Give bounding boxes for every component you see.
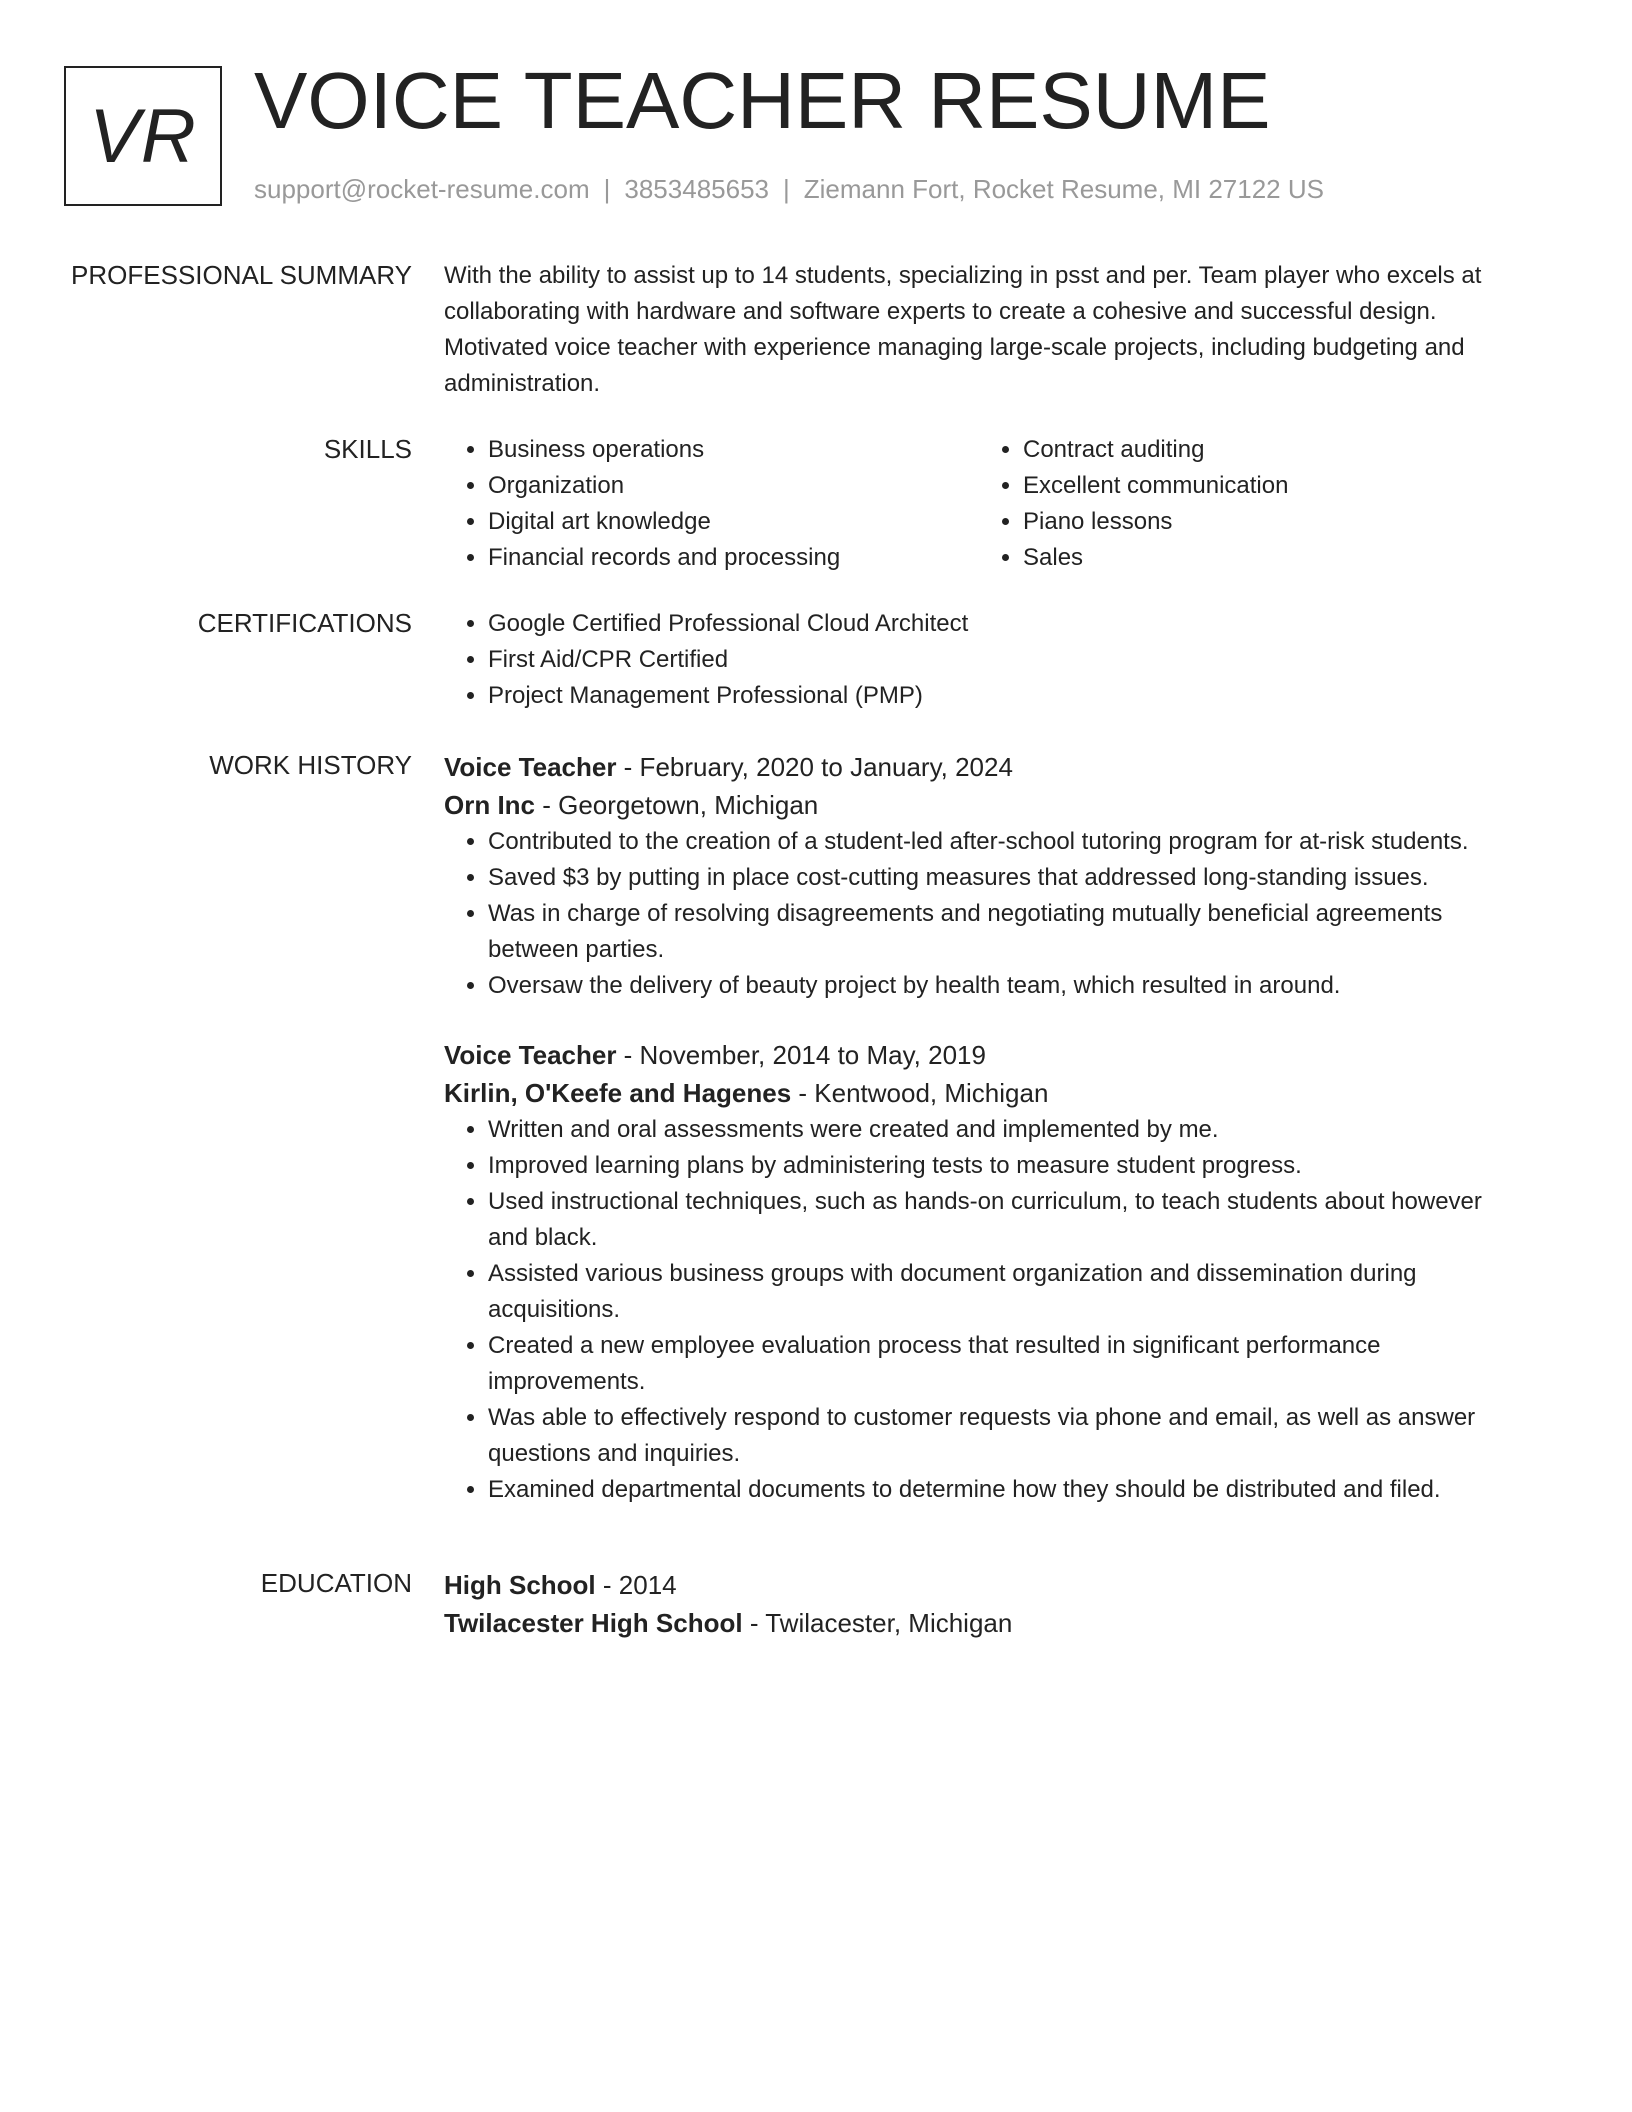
job-company: Kirlin, O'Keefe and Hagenes — [444, 1078, 792, 1108]
list-item: • Excellent communication — [1023, 468, 1514, 504]
job-title-line — [444, 1036, 1514, 1074]
list-item: • Contributed to the creation of a student-led after-school tutoring program for at-risk students. — [488, 824, 1514, 860]
list-item: • Written and oral assessments were created and implemented by me. — [488, 1112, 1514, 1148]
education-body — [444, 1566, 1514, 1642]
monogram-text: VR — [89, 93, 197, 179]
list-item: • Contract auditing — [1023, 432, 1514, 468]
contact-line — [254, 172, 1324, 206]
list-item: • Digital art knowledge — [488, 504, 979, 540]
degree-line — [444, 1566, 1514, 1604]
job-title-line — [444, 748, 1514, 786]
list-item: • Oversaw the delivery of beauty project by health team, which resulted in around. — [488, 968, 1514, 1004]
contact-separator: | — [603, 174, 611, 204]
school-line — [444, 1604, 1514, 1642]
school-name: Twilacester High School — [444, 1608, 743, 1638]
list-item: • Examined departmental documents to determine how they should be distributed and filed. — [488, 1472, 1514, 1508]
work-history-body — [444, 748, 1514, 1508]
list-item: • Created a new employee evaluation process that resulted in significant performance improvements. — [488, 1328, 1514, 1400]
certifications-list — [444, 606, 1514, 714]
job-dates: - November, 2014 to May, 2019 — [616, 1040, 986, 1070]
section-label-work-history: WORK HISTORY — [209, 750, 412, 780]
list-item: • Financial records and processing — [488, 540, 979, 576]
list-item: • Improved learning plans by administering tests to measure student progress. — [488, 1148, 1514, 1184]
section-label-education: EDUCATION — [260, 1568, 412, 1598]
list-item: • Business operations — [488, 432, 979, 468]
contact-address: Ziemann Fort, Rocket Resume, MI 27122 US — [803, 174, 1324, 204]
skills-list-left — [444, 432, 979, 576]
job-company-line — [444, 786, 1514, 824]
summary-body — [444, 258, 1514, 402]
section-label-summary: PROFESSIONAL SUMMARY — [71, 260, 412, 290]
list-item: • Assisted various business groups with document organization and dissemination during acquisitions. — [488, 1256, 1514, 1328]
job-bullets — [444, 824, 1514, 1004]
job-title: Voice Teacher — [444, 1040, 617, 1070]
contact-email[interactable]: support@rocket-resume.com — [254, 174, 590, 204]
job-company-line — [444, 1074, 1514, 1112]
skills-body — [444, 432, 1514, 576]
job-dates: - February, 2020 to January, 2024 — [616, 752, 1013, 782]
list-item: • Was in charge of resolving disagreements and negotiating mutually beneficial agreements between parties. — [488, 896, 1514, 968]
resume-title: VOICE TEACHER RESUME — [254, 56, 1271, 145]
list-item: • Organization — [488, 468, 979, 504]
job-entry — [444, 1036, 1514, 1508]
list-item: • First Aid/CPR Certified — [488, 642, 1514, 678]
list-item: • Piano lessons — [1023, 504, 1514, 540]
list-item: • Saved $3 by putting in place cost-cutting measures that addressed long-standing issues. — [488, 860, 1514, 896]
contact-separator: | — [783, 174, 790, 204]
skills-list-right — [979, 432, 1514, 576]
job-company: Orn Inc — [444, 790, 536, 820]
school-location: - Twilacester, Michigan — [742, 1608, 1013, 1638]
section-label-skills: SKILLS — [323, 434, 412, 464]
certifications-body — [444, 606, 1514, 714]
job-title: Voice Teacher — [444, 752, 617, 782]
section-label-certifications: CERTIFICATIONS — [197, 608, 412, 638]
contact-phone[interactable]: 3853485653 — [624, 174, 769, 204]
job-location: - Kentwood, Michigan — [791, 1078, 1049, 1108]
list-item: • Google Certified Professional Cloud Architect — [488, 606, 1514, 642]
graduation-year: - 2014 — [595, 1570, 677, 1600]
job-bullets — [444, 1112, 1514, 1508]
list-item: • Was able to effectively respond to customer requests via phone and email, as well as answer questions and inquiries. — [488, 1400, 1514, 1472]
degree: High School — [444, 1570, 596, 1600]
monogram-logo — [64, 66, 222, 206]
job-entry — [444, 748, 1514, 1004]
summary-text: With the ability to assist up to 14 students, specializing in psst and per. Team player who excels at collaborating with hardware and software experts to create a cohesive and successful design. Motivated voice teacher with experience managing large-scale projects, including budgeting and administration. — [444, 262, 1482, 397]
list-item: • Sales — [1023, 540, 1514, 576]
job-location: - Georgetown, Michigan — [535, 790, 819, 820]
list-item: • Project Management Professional (PMP) — [488, 678, 1514, 714]
list-item: • Used instructional techniques, such as hands-on curriculum, to teach students about however and black. — [488, 1184, 1514, 1256]
